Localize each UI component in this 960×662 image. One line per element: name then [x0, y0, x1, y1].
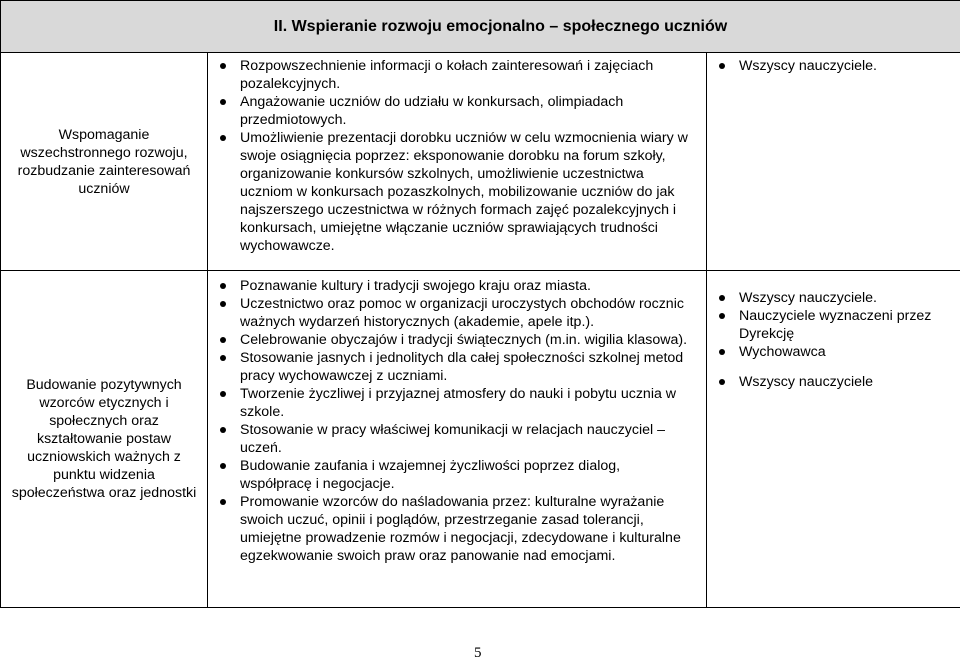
area-text: Wspomaganie wszechstronnego rozwoju, rozbudzanie zainteresowań uczniów [18, 127, 191, 197]
list-item: Wszyscy nauczyciele [707, 373, 960, 391]
table-row [1, 271, 960, 608]
responsible-list [707, 289, 960, 391]
section-title-cell [1, 1, 960, 53]
list-item: Rozpowszechnienie informacji o kołach zainteresowań i zajęciach pozalekcyjnych. [208, 57, 692, 93]
page-number: 5 [474, 645, 482, 662]
area-text: Budowanie pozytywnych wzorców etycznych i społecznych oraz kształtowanie postaw uczniowskich ważnych z punktu widzenia społeczeństwa oraz jednostki [12, 377, 197, 501]
responsible-cell [707, 53, 960, 271]
list-item: Angażowanie uczniów do udziału w konkursach, olimpiadach przedmiotowych. [208, 93, 692, 129]
list-item: Stosowanie w pracy właściwej komunikacji w relacjach nauczyciel – uczeń. [208, 421, 692, 457]
responsible-cell [707, 271, 960, 608]
list-item: Poznawanie kultury i tradycji swojego kraju oraz miasta. [208, 277, 692, 295]
list-item: Nauczyciele wyznaczeni przez Dyrekcję [707, 307, 960, 343]
section-title: II. Wspieranie rozwoju emocjonalno – społecznego uczniów [274, 18, 727, 35]
list-item: Stosowanie jasnych i jednolitych dla całej społeczności szkolnej metod pracy wychowawczej z uczniami. [208, 349, 692, 385]
responsible-list [707, 57, 960, 75]
list-item: Celebrowanie obyczajów i tradycji świątecznych (m.in. wigilia klasowa). [208, 331, 692, 349]
area-cell [1, 271, 208, 608]
task-list [208, 277, 692, 565]
list-item: Budowanie zaufania i wzajemnej życzliwości poprzez dialog, współpracę i negocjacje. [208, 457, 692, 493]
list-item: Wychowawca [707, 343, 960, 361]
task-list [208, 57, 692, 255]
tasks-cell [208, 271, 707, 608]
list-item: Tworzenie życzliwej i przyjaznej atmosfery do nauki i pobytu ucznia w szkole. [208, 385, 692, 421]
list-item: Wszyscy nauczyciele. [707, 57, 960, 75]
list-item: Umożliwienie prezentacji dorobku uczniów w celu wzmocnienia wiary w swoje osiągnięcia poprzez: eksponowanie dorobku na forum szkoły, organizowanie konkursów szkolnych, umożliwienie uczestnictwa uczniom w konkursach pozaszkolnych, mobilizowanie uczniów do jak najszerszego uczestnictwa w różnych formach zajęć pozalekcyjnych i konkursach, umiejętne włączanie uczniów sprawiających trudności wychowawcze. [208, 129, 692, 255]
table-row [1, 53, 960, 271]
tasks-cell [208, 53, 707, 271]
list-item: Uczestnictwo oraz pomoc w organizacji uroczystych obchodów rocznic ważnych wydarzeń historycznych (akademie, apele itp.). [208, 295, 692, 331]
list-item: Wszyscy nauczyciele. [707, 289, 960, 307]
area-cell [1, 53, 208, 271]
list-item: Promowanie wzorców do naśladowania przez: kulturalne wyrażanie swoich uczuć, opinii i poglądów, przestrzeganie zasad tolerancji, umiejętne prowadzenie rozmów i negocjacji, zdecydowane i kulturalne egzekwowanie swoich praw oraz panowanie nad emocjami. [208, 493, 692, 565]
